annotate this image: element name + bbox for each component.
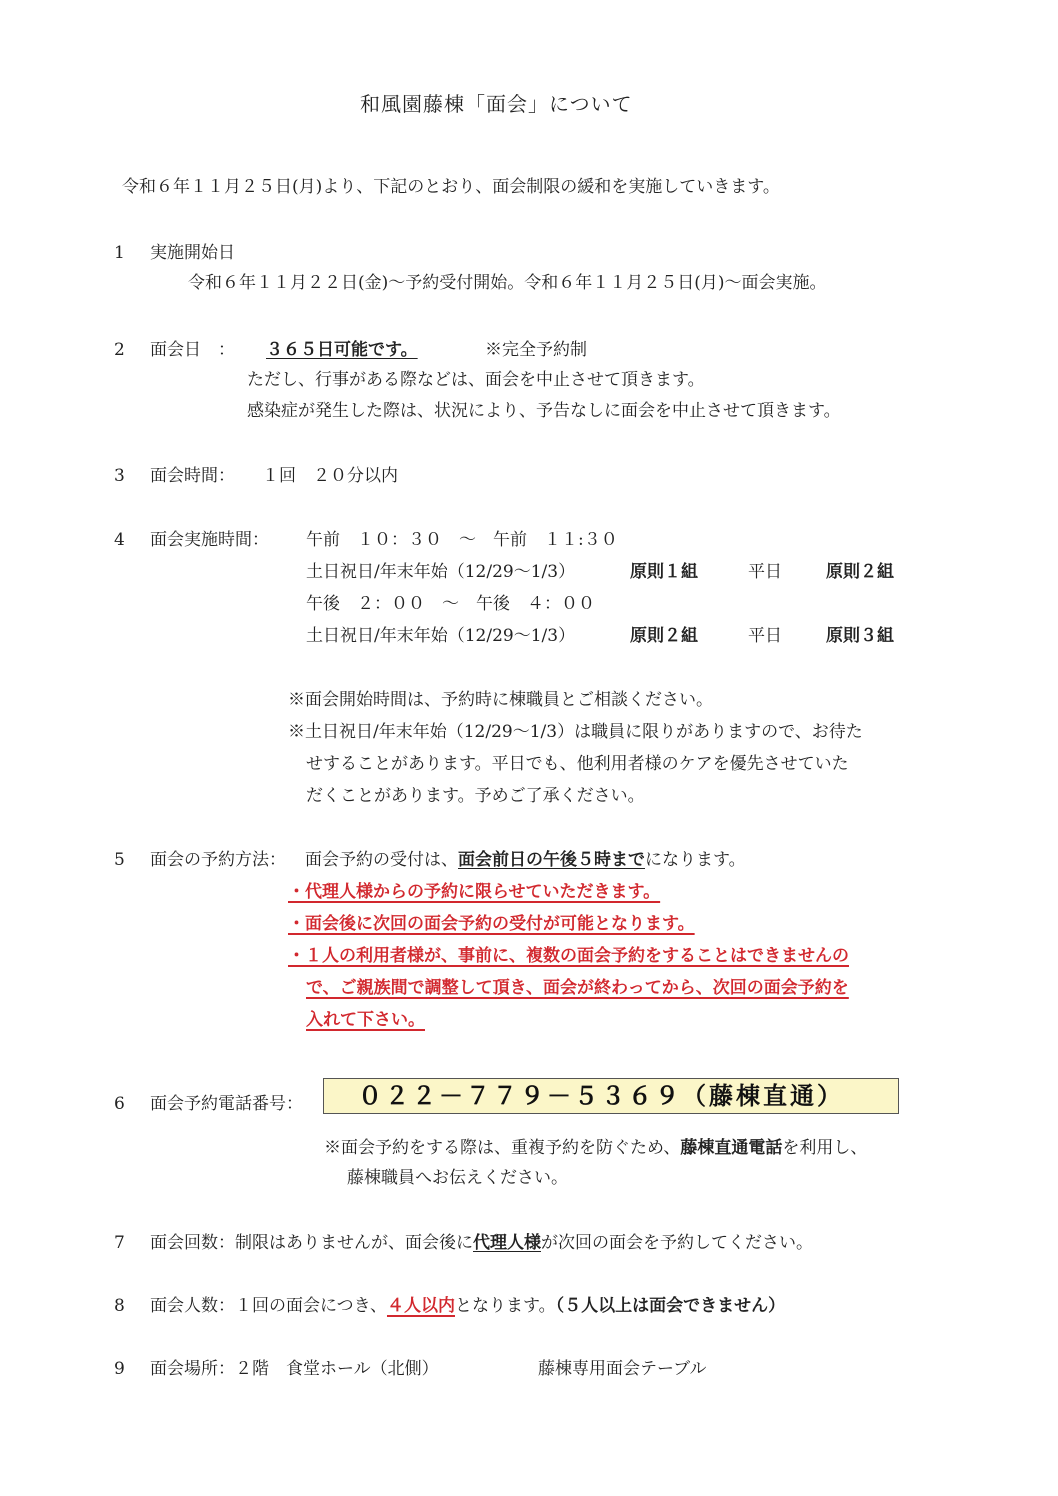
section-8-text-d: （５人以上は面会できません） — [555, 1296, 786, 1316]
section-4-note-2b: せすることがあります。平日でも、他利用者様のケアを優先させていた — [306, 754, 849, 774]
section-9-table: 藤棟専用面会テーブル — [538, 1359, 707, 1379]
section-2-label: 面会日 ： — [150, 340, 235, 360]
section-6-note-1 — [324, 1138, 867, 1158]
section-5-label: 面会の予約方法： — [150, 850, 286, 870]
section-2-line-2: 感染症が発生した際は、状況により、予告なしに面会を中止させて頂きます。 — [247, 401, 841, 421]
section-1-number: 1 — [114, 243, 125, 263]
section-5-red-note-3c: 入れて下さい。 — [306, 1010, 425, 1030]
section-5-red-note-2: ・面会後に次回の面会予約の受付が可能となります。 — [288, 914, 695, 934]
section-2-number: 2 — [114, 340, 125, 360]
section-7-label: 面会回数： — [150, 1233, 235, 1253]
section-5-number: 5 — [114, 850, 125, 870]
section-9-number: 9 — [114, 1359, 125, 1379]
section-8-text-c: となります。 — [454, 1296, 556, 1316]
section-8-text-a: １回の面会につき、 — [235, 1296, 387, 1316]
section-4-note-1: ※面会開始時間は、予約時に棟職員とご相談ください。 — [288, 690, 713, 710]
section-5-red-note-1: ・代理人様からの予約に限らせていただきます。 — [288, 882, 661, 902]
section-2-reservation-note: ※完全予約制 — [485, 340, 587, 360]
section-4-pm-time: 午後 ２：００ ～ 午後 ４：００ — [306, 594, 595, 614]
section-4-am-holiday: 土日祝日/年末年始（12/29～1/3） — [306, 562, 576, 582]
section-8-number: 8 — [114, 1296, 125, 1316]
section-2-line-1: ただし、行事がある際などは、面会を中止させて頂きます。 — [247, 370, 705, 390]
section-8-label: 面会人数： — [150, 1296, 235, 1316]
section-7-proxy: 代理人様 — [473, 1233, 541, 1253]
section-9-content — [150, 1359, 439, 1379]
section-1-label: 実施開始日 — [150, 243, 235, 263]
section-3-number: 3 — [114, 466, 125, 486]
section-4-note-2a: ※土日祝日/年末年始（12/29～1/3）は職員に限りがありますので、お待た — [288, 722, 863, 742]
section-7-content — [150, 1233, 813, 1253]
section-8-limit: ４人以内 — [386, 1296, 455, 1316]
section-4-am-holiday-count: 原則１組 — [630, 562, 698, 582]
section-5-red-note-3a: ・１人の利用者様が、事前に、複数の面会予約をすることはできませんの — [288, 946, 849, 966]
section-6-note-c: を利用し、 — [782, 1138, 868, 1158]
section-7-number: 7 — [114, 1233, 125, 1253]
section-4-am-weekday-count: 原則２組 — [826, 562, 894, 582]
section-5-deadline: 面会前日の午後５時まで — [458, 850, 645, 870]
section-4-am-time: 午前 １０：３０ ～ 午前 １１:３０ — [306, 530, 618, 550]
section-4-pm-holiday-count: 原則２組 — [630, 626, 698, 646]
section-9-place: ２階 食堂ホール（北側） — [235, 1359, 439, 1379]
intro-text: 令和６年１１月２５日(月)より、下記のとおり、面会制限の緩和を実施していきます。 — [122, 177, 780, 197]
section-6-label: 面会予約電話番号： — [150, 1094, 303, 1114]
section-3-label: 面会時間： — [150, 466, 235, 486]
section-5-text-c: になります。 — [645, 850, 746, 870]
section-4-am-weekday: 平日 — [748, 562, 782, 582]
page-title: 和風園藤棟「面会」について — [360, 92, 633, 116]
section-5-deadline-text — [305, 850, 746, 870]
section-8-content — [150, 1296, 785, 1316]
section-4-note-2c: だくことがあります。予めご了承ください。 — [306, 786, 645, 806]
section-4-pm-weekday-count: 原則３組 — [826, 626, 894, 646]
section-5-text-a: 面会予約の受付は、 — [305, 850, 458, 870]
section-4-number: 4 — [114, 530, 125, 550]
phone-number-box: ０２２－７７９－５３６９（藤棟直通） — [323, 1078, 899, 1114]
section-6-note-2: 藤棟職員へお伝えください。 — [347, 1168, 568, 1188]
section-1-start-dates: 令和６年１１月２２日(金)～予約受付開始。令和６年１１月２５日(月)～面会実施。 — [188, 273, 827, 293]
section-6-direct-line: 藤棟直通電話 — [680, 1138, 783, 1158]
section-3-value: １回 ２０分以内 — [262, 466, 398, 486]
section-7-text-a: 制限はありませんが、面会後に — [235, 1233, 473, 1253]
section-9-label: 面会場所： — [150, 1359, 235, 1379]
section-4-pm-holiday: 土日祝日/年末年始（12/29～1/3） — [306, 626, 576, 646]
section-5-red-note-3b: で、ご親族間で調整して頂き、面会が終わってから、次回の面会予約を — [306, 978, 849, 998]
section-6-note-a: ※面会予約をする際は、重複予約を防ぐため、 — [324, 1138, 681, 1158]
section-7-text-c: が次回の面会を予約してください。 — [541, 1233, 813, 1253]
section-2-highlight: ３６５日可能です。 — [266, 340, 418, 360]
section-4-label: 面会実施時間： — [150, 530, 269, 550]
section-4-pm-weekday: 平日 — [748, 626, 782, 646]
section-6-number: 6 — [114, 1094, 125, 1114]
